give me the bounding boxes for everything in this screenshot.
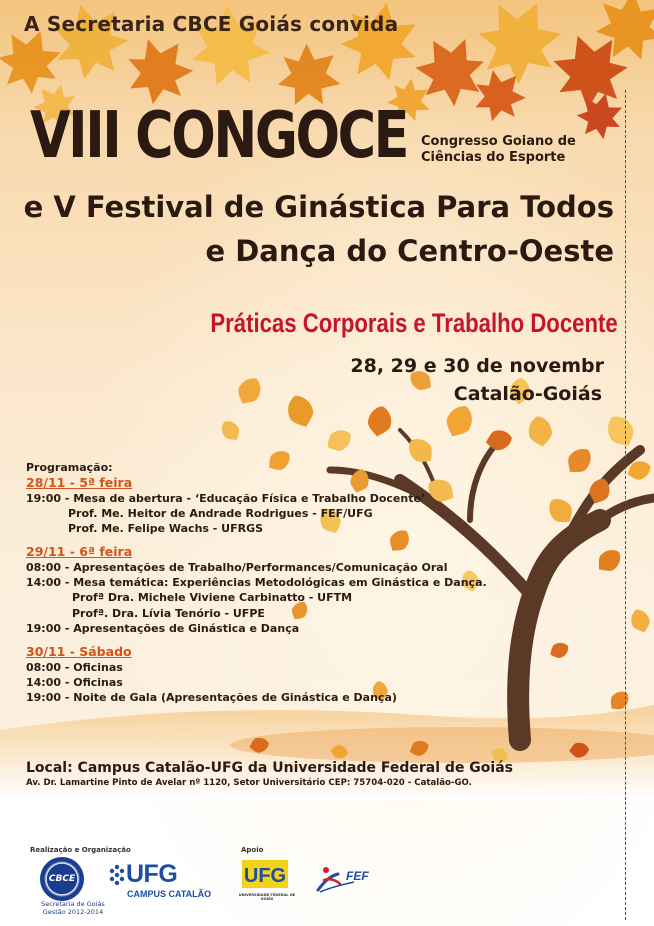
schedule-item: 19:00 - Apresentações de Ginástica e Dança xyxy=(26,621,300,635)
schedule-item: 08:00 - Oficinas xyxy=(26,660,123,674)
cbce-logo xyxy=(40,857,84,901)
schedule-item: 08:00 - Apresentações de Trabalho/Performances/Comunicação Oral xyxy=(26,560,448,574)
organization-label: Realização e Organização xyxy=(30,846,131,854)
speaker-item: Prof. Me. Heitor de Andrade Rodrigues - FEF/UFG xyxy=(68,506,373,520)
subtitle-line-1: e V Festival de Ginástica Para Todos xyxy=(23,190,614,224)
schedule-item: 19:00 - Noite de Gala (Apresentações de Ginástica e Dança) xyxy=(26,691,397,705)
ufg-campus-text: CAMPUS CATALÃO xyxy=(127,889,212,899)
event-location-city: Catalão-Goiás xyxy=(453,383,602,405)
title-side-line-1: Congresso Goiano de xyxy=(421,134,576,149)
invitation-line: A Secretaria CBCE Goiás convida xyxy=(24,12,399,36)
venue-line: Local: Campus Catalão-UFG da Universidade Federal de Goiás xyxy=(26,760,513,776)
svg-text:UFG: UFG xyxy=(243,865,287,887)
day-heading: 29/11 - 6ª feira xyxy=(26,544,133,560)
ufg-university-caption: UNIVERSIDADE FEDERAL DE GOIÁS xyxy=(238,893,296,901)
cbce-caption-line-1: Secretaria de Goiás xyxy=(41,900,105,908)
day-heading: 30/11 - Sábado xyxy=(26,644,132,660)
speaker-item: Prof. Me. Felipe Wachs - UFRGS xyxy=(68,522,264,536)
program-label: Programação: xyxy=(26,461,113,474)
cbce-logo-text: CBCE xyxy=(48,874,76,884)
speaker-item: Profª. Dra. Lívia Tenório - UFPE xyxy=(72,606,265,620)
event-title: VIII CONGOCE xyxy=(30,99,408,173)
schedule-item: 19:00 - Mesa de abertura - ‘Educação Física e Trabalho Docente’ xyxy=(26,491,426,505)
cbce-caption xyxy=(28,901,118,916)
cbce-caption-line-2: Gestão 2012-2014 xyxy=(42,907,104,916)
fef-logo xyxy=(314,862,376,896)
program-schedule xyxy=(26,460,586,705)
event-dates: 28, 29 e 30 de novembr xyxy=(350,355,604,377)
ufg-dots-icon xyxy=(108,864,126,886)
subtitle-line-2: e Dança do Centro-Oeste xyxy=(205,234,614,268)
ufg-university-logo xyxy=(240,856,290,892)
fef-logo-text: FEF xyxy=(346,869,369,883)
title-side-line-2: Ciências do Esporte xyxy=(421,150,566,165)
schedule-item: 14:00 - Oficinas xyxy=(26,675,123,689)
schedule-item: 14:00 - Mesa temática: Experiências Metodológicas em Ginástica e Dança. xyxy=(26,576,487,590)
fold-guide-line xyxy=(625,90,626,920)
event-title-subtext xyxy=(421,134,591,166)
venue-address: Av. Dr. Lamartine Pinto de Avelar nº 1120, Setor Universitário CEP: 75704-020 - Catalão-GO. xyxy=(26,778,472,788)
event-theme: Práticas Corporais e Trabalho Docente xyxy=(210,308,618,338)
ufg-logo-text: UFG xyxy=(126,860,178,888)
support-label: Apoio xyxy=(241,846,264,854)
day-heading: 28/11 - 5ª feira xyxy=(26,475,133,491)
speaker-item: Profª Dra. Michele Viviene Carbinatto - UFTM xyxy=(72,591,353,605)
